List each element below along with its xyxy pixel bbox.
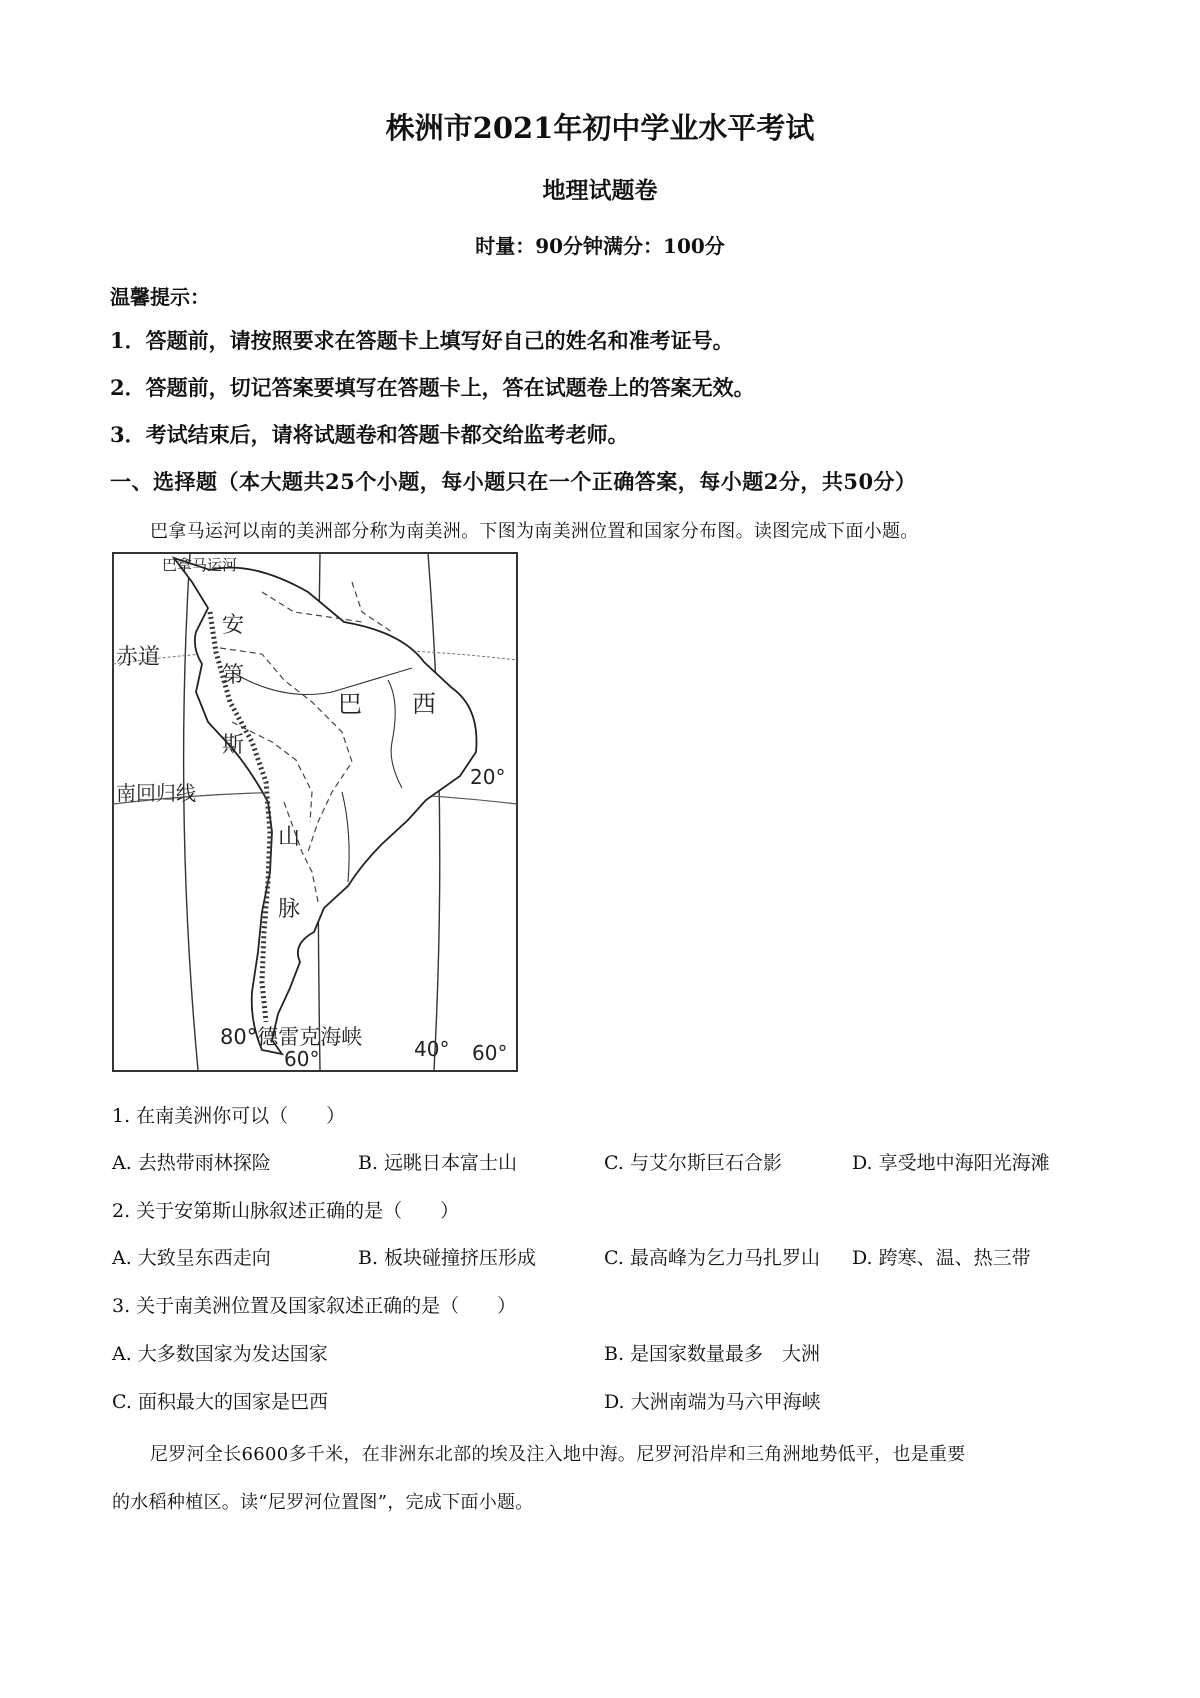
q1-option-b[interactable]: B. 远眺日本富士山: [358, 1152, 518, 1174]
tip-item-1: 1．答题前，请按照要求在答题卡上填写好自己的姓名和准考证号。: [110, 328, 734, 353]
label-tropic: 南回归线: [116, 781, 196, 805]
label-xi: 西: [412, 690, 436, 718]
label-drake-strait: 80°德雷克海峡: [220, 1025, 363, 1049]
tip-item-3: 3．考试结束后，请将试题卷和答题卡都交给监考老师。: [110, 422, 629, 447]
q3-option-a[interactable]: A. 大多数国家为发达国家: [112, 1343, 328, 1365]
label-ba: 巴: [338, 690, 362, 718]
label-si: 斯: [222, 733, 245, 758]
q2-option-d[interactable]: D. 跨寒、温、热三带: [852, 1247, 1031, 1269]
label-equator: 赤道: [116, 645, 161, 670]
tips-heading: 温馨提示：: [110, 285, 210, 309]
passage-south-america: 巴拿马运河以南的美洲部分称为南美洲。下图为南美洲位置和国家分布图。读图完成下面小题。: [150, 521, 919, 542]
q2-option-a[interactable]: A. 大致呈东西走向: [112, 1247, 271, 1269]
time-info: 时量：90分钟满分：100分: [475, 234, 725, 258]
label-shan: 山: [278, 825, 301, 850]
label-lat-60-bottom: 60°: [284, 1047, 320, 1071]
exam-subtitle: 地理试题卷: [542, 177, 658, 204]
q2-option-b[interactable]: B. 板块碰撞挤压形成: [358, 1247, 537, 1269]
label-lat-20: 20°: [470, 765, 506, 789]
q3-option-b[interactable]: B. 是国家数量最多 大洲: [604, 1343, 821, 1365]
tip-item-2: 2．答题前，切记答案要填写在答题卡上，答在试题卷上的答案无效。: [110, 375, 755, 400]
exam-title: 株洲市2021年初中学业水平考试: [385, 111, 815, 145]
q1-option-c[interactable]: C. 与艾尔斯巨石合影: [604, 1152, 782, 1174]
q3-option-d[interactable]: D. 大洲南端为马六甲海峡: [604, 1391, 821, 1413]
south-america-map: [112, 552, 518, 1072]
label-an: 安: [222, 613, 245, 638]
label-lon-40: 40°: [414, 1037, 450, 1061]
passage-nile-line-1: 尼罗河全长6600多千米，在非洲东北部的埃及注入地中海。尼罗河沿岸和三角洲地势低平，也是重要: [150, 1444, 966, 1465]
label-mai: 脉: [278, 897, 301, 922]
q2-option-c[interactable]: C. 最高峰为乞力马扎罗山: [604, 1247, 820, 1269]
label-panama-canal: 巴拿马运河: [162, 556, 238, 574]
label-lat-60-right: 60°: [472, 1041, 508, 1065]
label-di: 第: [222, 663, 245, 688]
passage-nile-line-2: 的水稻种植区。读“尼罗河位置图”，完成下面小题。: [112, 1492, 534, 1513]
q1-option-d[interactable]: D. 享受地中海阳光海滩: [852, 1152, 1050, 1174]
q3-option-c[interactable]: C. 面积最大的国家是巴西: [112, 1391, 328, 1413]
question-2-stem: 2. 关于安第斯山脉叙述正确的是（ ）: [112, 1200, 460, 1222]
question-1-stem: 1. 在南美洲你可以（ ）: [112, 1105, 346, 1127]
question-3-stem: 3. 关于南美洲位置及国家叙述正确的是（ ）: [112, 1295, 517, 1317]
section-heading: 一、选择题（本大题共25个小题，每小题只在一个正确答案，每小题2分，共50分）: [110, 469, 917, 494]
q1-option-a[interactable]: A. 去热带雨林探险: [112, 1152, 271, 1174]
